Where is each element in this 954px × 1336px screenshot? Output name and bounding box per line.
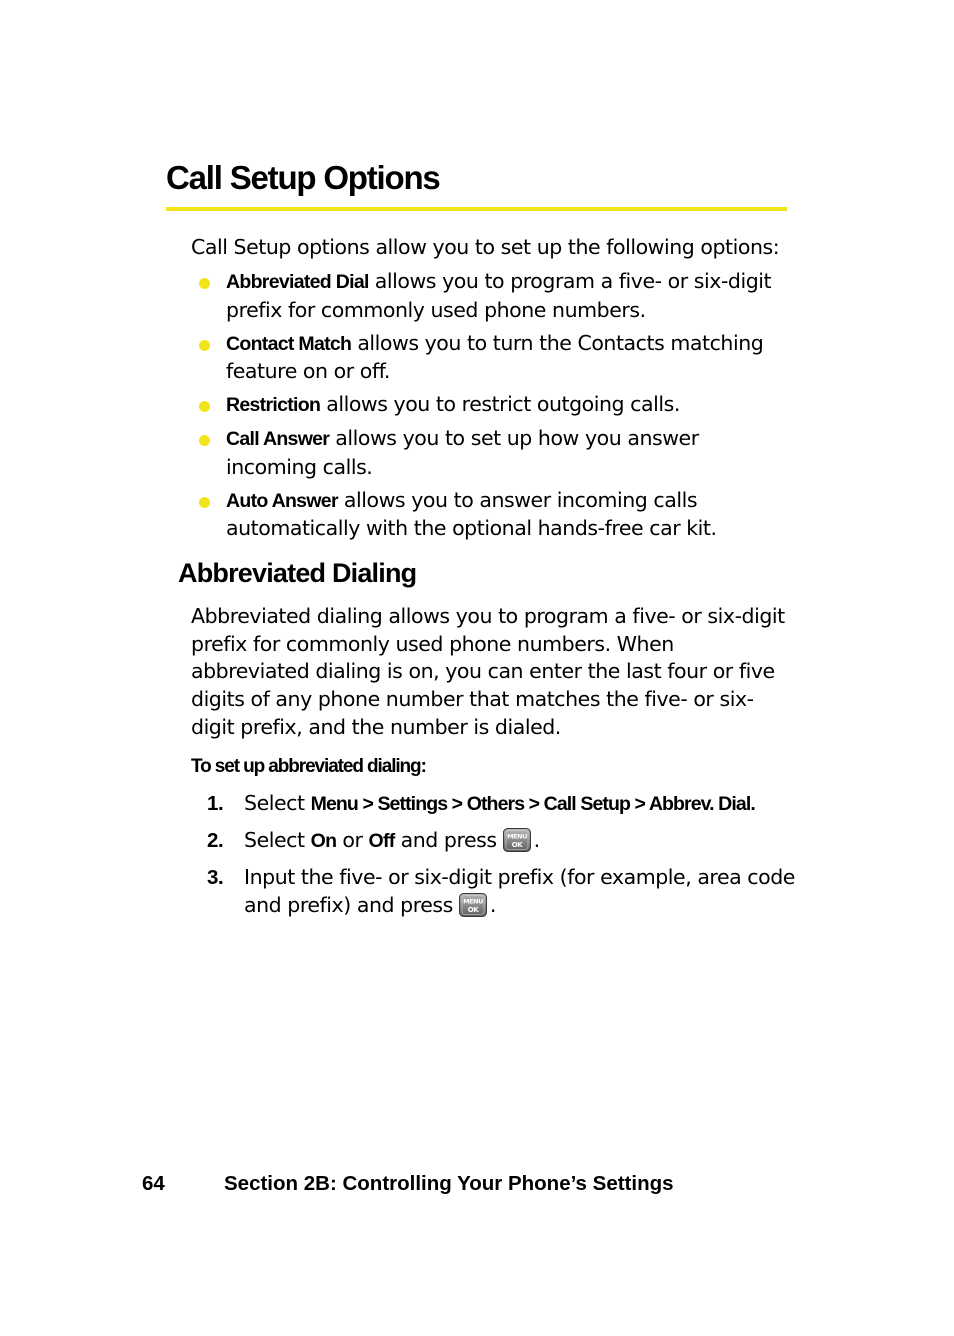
option-off: Off [368,830,395,852]
option-description: allows you to turn the Contacts matching feature on or off. [226,330,764,383]
step-item [207,790,797,819]
menu-ok-key-icon [459,893,487,917]
option-description: allows you to set up how you answer incoming calls. [226,426,699,479]
bullet-icon [199,401,210,412]
step-item [207,827,797,856]
menu-path: Menu > Settings > Others > Call Setup > Abbrev. Dial. [310,793,755,815]
svg-text:OK: OK [511,841,522,849]
section-title: Section 2B: Controlling Your Phone’s Settings [224,1172,674,1195]
page-number: 64 [142,1172,165,1195]
bullet-icon [199,340,210,351]
option-description: allows you to program a five- or six-digit prefix for commonly used phone numbers. [226,269,772,322]
section-heading: Abbreviated Dialing [178,558,417,588]
step-text: Select [244,791,311,815]
steps-list [207,790,797,928]
procedure-label: To set up abbreviated dialing: [191,756,426,777]
option-term: Contact Match [226,332,352,355]
step-number: 3. [207,866,224,889]
menu-ok-key-icon [503,828,531,852]
option-on: On [310,830,337,852]
step-text: Input the five- or six-digit prefix (for example, area code and prefix) and press [244,865,795,917]
title-rule [166,207,787,211]
list-item [191,487,791,543]
option-term: Restriction [226,394,321,416]
bullet-icon [199,435,210,446]
option-term: Call Answer [226,428,330,450]
list-item [191,391,791,420]
svg-text:MENU: MENU [462,897,483,905]
list-item [191,425,791,481]
list-item [191,330,791,386]
option-description: allows you to answer incoming calls automatically with the optional hands-free car kit. [226,487,717,540]
page-title: Call Setup Options [166,159,440,196]
intro-text: Call Setup options allow you to set up the following options: [191,235,780,259]
step-number: 1. [207,792,224,815]
option-term: Abbreviated Dial [226,271,369,293]
section-body: Abbreviated dialing allows you to program a five- or six-digit prefix for commonly used phone numbers. When abbreviated dialing is on, you can enter the last four or five digits of any phone number that matches the five- or six-digit prefix, and the number is dialed. [191,604,785,739]
step-text: . [533,828,540,852]
option-description: allows you to restrict outgoing calls. [320,392,680,416]
step-text: or [336,828,369,852]
step-text: and press [394,828,497,852]
bullet-icon [199,497,210,508]
step-number: 2. [207,829,224,852]
step-text: . [489,892,496,917]
page-footer [142,1170,674,1198]
svg-text:OK: OK [467,905,479,914]
list-item [191,268,791,324]
bullet-icon [199,278,210,289]
option-term: Auto Answer [226,489,338,512]
svg-text:MENU: MENU [506,832,527,841]
step-text: Select [244,828,311,852]
step-item [207,864,797,919]
options-list [191,268,791,548]
